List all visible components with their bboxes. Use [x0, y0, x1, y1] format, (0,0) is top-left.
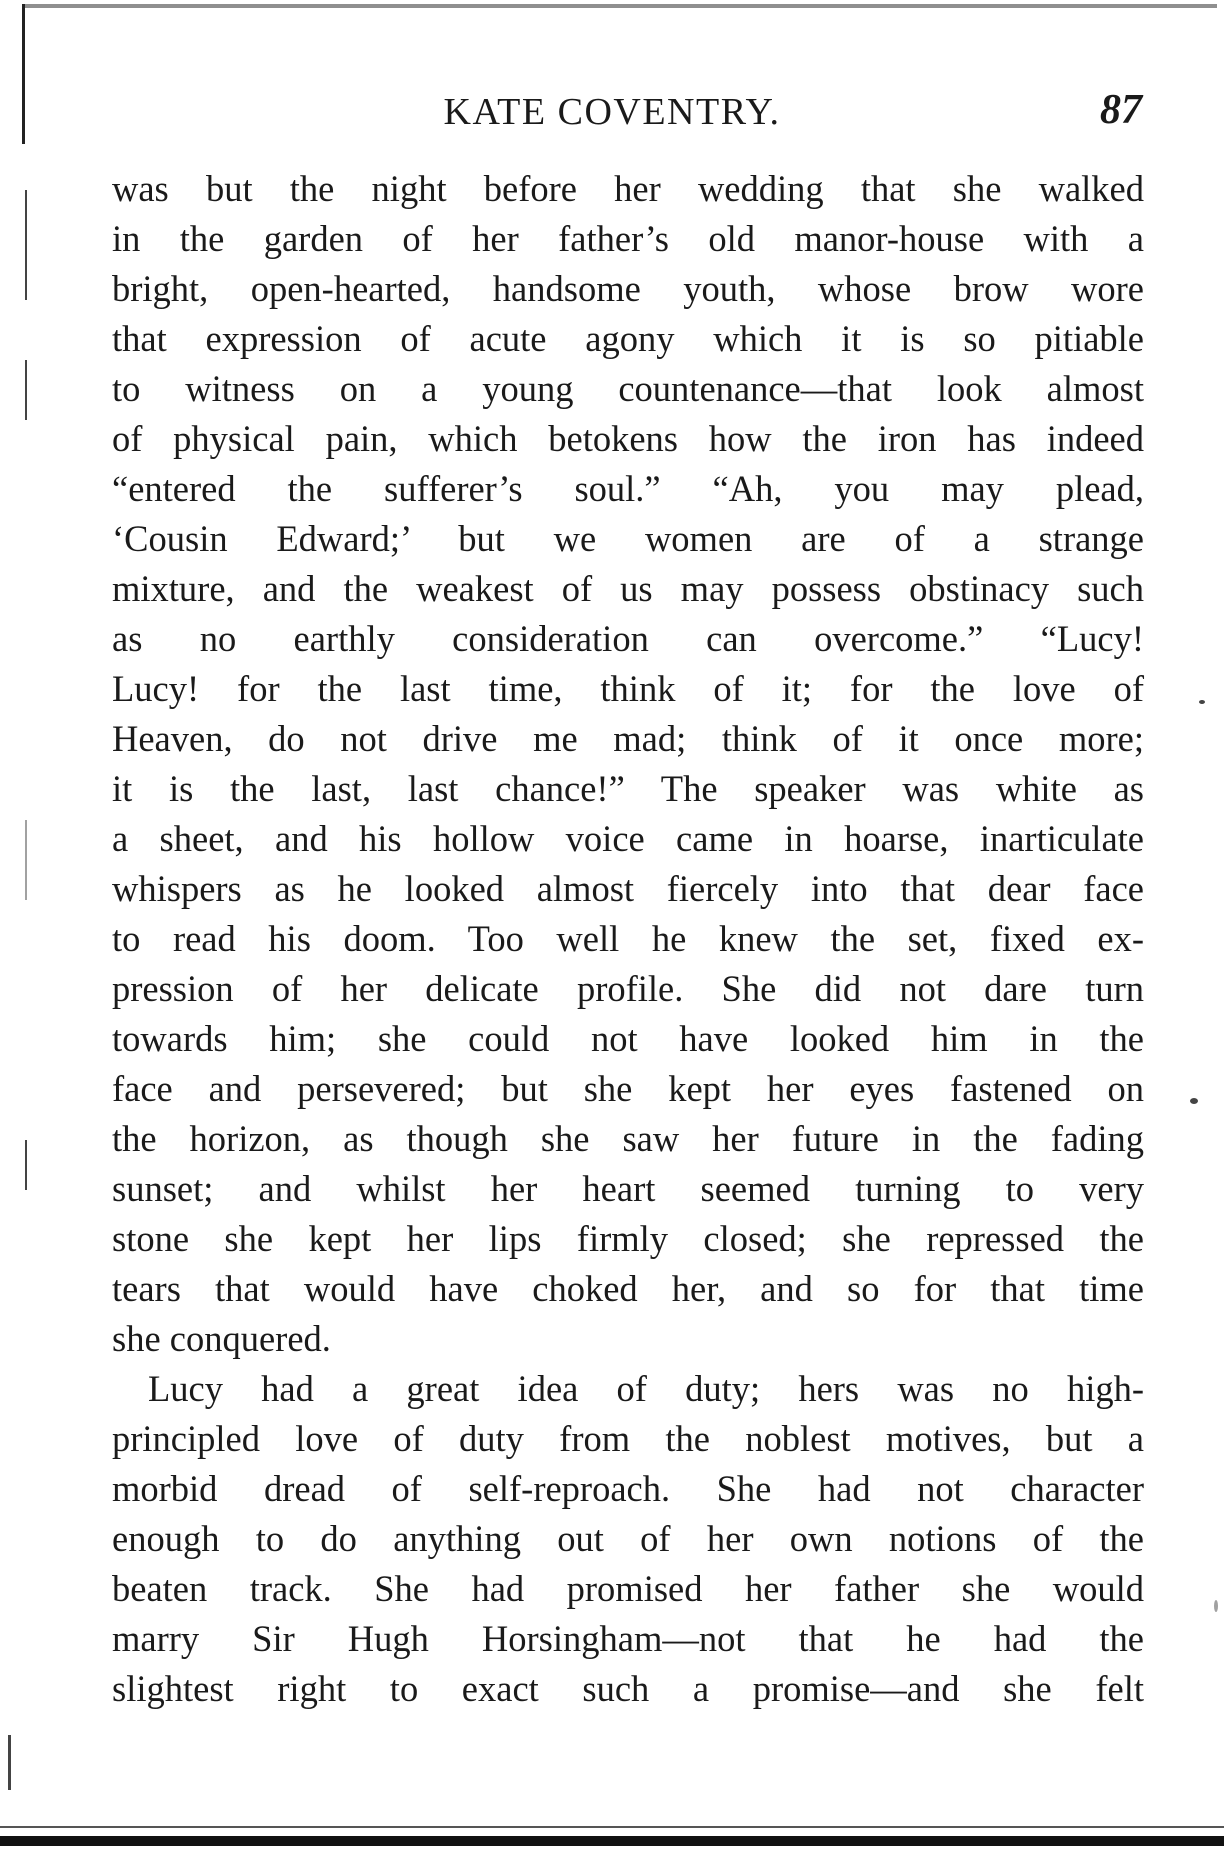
- scan-speck: [1214, 1600, 1218, 1612]
- scan-top-edge: [22, 4, 1217, 8]
- text-line: that expression of acute agony which it is so pitiable: [112, 318, 1144, 359]
- scan-left-mark: [8, 1735, 11, 1790]
- text-line: the horizon, as though she saw her future in the fading: [112, 1118, 1144, 1159]
- page-number: 87: [1100, 87, 1142, 133]
- scan-left-mark: [25, 360, 27, 420]
- text-line: “entered the sufferer’s soul.” “Ah, you may plead,: [112, 468, 1144, 509]
- text-line: it is the last, last chance!” The speaker was white as: [112, 768, 1144, 809]
- scan-speck: [1199, 700, 1205, 704]
- text-line: pression of her delicate profile. She did not dare turn: [112, 968, 1144, 1009]
- scan-bottom-line: [0, 1826, 1224, 1828]
- text-line: Lucy had a great idea of duty; hers was no high-: [148, 1368, 1144, 1409]
- text-line: to witness on a young countenance—that look almost: [112, 368, 1144, 409]
- text-line: morbid dread of self-reproach. She had not character: [112, 1468, 1144, 1509]
- text-line: a sheet, and his hollow voice came in hoarse, inarticulate: [112, 818, 1144, 859]
- text-line: of physical pain, which betokens how the iron has indeed: [112, 418, 1144, 459]
- text-line: she conquered.: [112, 1318, 331, 1359]
- text-line: ‘Cousin Edward;’ but we women are of a strange: [112, 518, 1144, 559]
- text-line: mixture, and the weakest of us may possess obstinacy such: [112, 568, 1144, 609]
- text-line: face and persevered; but she kept her eyes fastened on: [112, 1068, 1144, 1109]
- running-head: KATE COVENTRY.: [443, 91, 781, 133]
- text-line: principled love of duty from the noblest motives, but a: [112, 1418, 1144, 1459]
- scan-left-mark: [25, 820, 27, 900]
- scan-left-mark: [25, 1140, 27, 1190]
- scan-bottom-edge: [0, 1836, 1224, 1846]
- text-line: was but the night before her wedding that she walked: [112, 168, 1144, 209]
- text-line: bright, open-hearted, handsome youth, whose brow wore: [112, 268, 1144, 309]
- text-line: marry Sir Hugh Horsingham—not that he had the: [112, 1618, 1144, 1659]
- text-line: as no earthly consideration can overcome.” “Lucy!: [112, 618, 1144, 659]
- text-line: enough to do anything out of her own notions of the: [112, 1518, 1144, 1559]
- text-line: sunset; and whilst her heart seemed turning to very: [112, 1168, 1144, 1209]
- body-text: [112, 164, 1144, 1714]
- scan-speck: [1190, 1098, 1198, 1104]
- text-line: to read his doom. Too well he knew the set, fixed ex-: [112, 918, 1144, 959]
- text-line: beaten track. She had promised her father she would: [112, 1568, 1144, 1609]
- text-line: Heaven, do not drive me mad; think of it once more;: [112, 718, 1144, 759]
- text-line: Lucy! for the last time, think of it; for the love of: [112, 668, 1144, 709]
- text-line: whispers as he looked almost fiercely into that dear face: [112, 868, 1144, 909]
- text-line: towards him; she could not have looked him in the: [112, 1018, 1144, 1059]
- text-line: slightest right to exact such a promise—and she felt: [112, 1668, 1144, 1709]
- text-line: tears that would have choked her, and so for that time: [112, 1268, 1144, 1309]
- scan-left-mark: [25, 190, 27, 300]
- text-line: stone she kept her lips firmly closed; she repressed the: [112, 1218, 1144, 1259]
- text-line: in the garden of her father’s old manor-house with a: [112, 218, 1144, 259]
